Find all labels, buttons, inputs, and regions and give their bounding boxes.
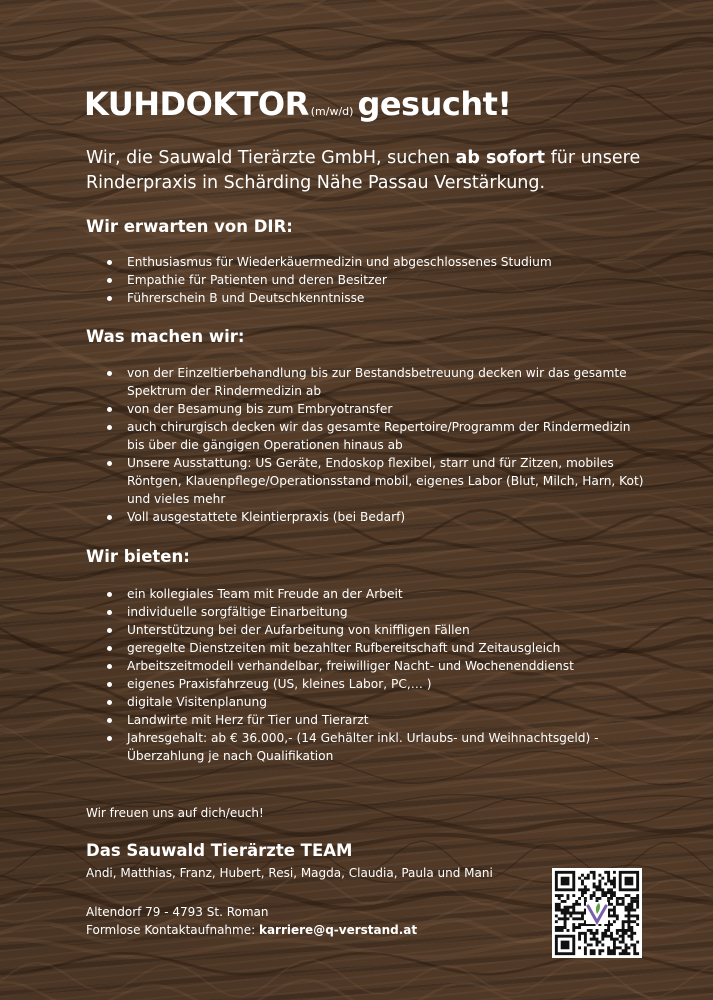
intro-text	[86, 146, 646, 196]
team-names: Andi, Matthias, Franz, Hubert, Resi, Magda, Claudia, Paula und Mani	[86, 866, 493, 880]
address: Altendorf 79 - 4793 St. Roman	[86, 905, 269, 919]
list-item: Arbeitszeitmodell verhandelbar, freiwilliger Nacht- und Wochenenddienst	[105, 657, 645, 675]
closing-text: Wir freuen uns auf dich/euch!	[86, 806, 264, 820]
contact-line	[86, 921, 417, 939]
list-item: digitale Visitenplanung	[105, 693, 645, 711]
title-gender-note: (m/w/d)	[310, 105, 354, 118]
list-item: Enthusiasmus für Wiederkäuermedizin und abgeschlossenes Studium	[105, 253, 645, 271]
offer-list	[105, 585, 645, 765]
section-heading-expect: Wir erwarten von DIR:	[86, 217, 293, 236]
qr-code-graphic	[552, 868, 642, 958]
contact-email[interactable]: karriere@q-verstand.at	[258, 923, 418, 937]
contact-label: Formlose Kontaktaufnahme:	[86, 923, 259, 937]
intro-pre: Wir, die Sauwald Tierärzte GmbH, suchen	[86, 148, 456, 168]
title-main: KUHDOKTOR	[84, 85, 309, 123]
list-item: Unterstützung bei der Aufarbeitung von kniffligen Fällen	[105, 621, 645, 639]
list-item: ein kollegiales Team mit Freude an der Arbeit	[105, 585, 645, 603]
list-item: geregelte Dienstzeiten mit bezahlter Rufbereitschaft und Zeitausgleich	[105, 639, 645, 657]
list-item: eigenes Praxisfahrzeug (US, kleines Labor, PC,… )	[105, 675, 645, 693]
qr-code-icon[interactable]	[552, 868, 642, 958]
list-item: Führerschein B und Deutschkenntnisse	[105, 289, 645, 307]
list-item: auch chirurgisch decken wir das gesamte Repertoire/Programm der Rindermedizin bis über die gängigen Operationen hinaus ab	[105, 418, 645, 454]
list-item: von der Einzeltierbehandlung bis zur Bestandsbetreuung decken wir das gesamte Spektrum der Rindermedizin ab	[105, 364, 645, 400]
do-list	[105, 364, 645, 526]
list-item: Voll ausgestattete Kleintierpraxis (bei Bedarf)	[105, 508, 645, 526]
intro-post: für unsere Rinderpraxis in Schärding Nähe Passau Verstärkung.	[86, 148, 641, 193]
section-heading-offer: Wir bieten:	[86, 547, 190, 566]
title-end: gesucht!	[357, 85, 512, 123]
list-item: individuelle sorgfältige Einarbeitung	[105, 603, 645, 621]
list-item: Unsere Ausstattung: US Geräte, Endoskop flexibel, starr und für Zitzen, mobiles Röntgen, Klauenpflege/Operationsstand mobil, eigenes Labor (Blut, Milch, Harn, Kot) und vieles mehr	[105, 454, 645, 508]
expect-list	[105, 253, 645, 307]
v-leaf-logo-icon	[586, 902, 608, 924]
list-item: Landwirte mit Herz für Tier und Tierarzt	[105, 711, 645, 729]
intro-highlight: ab sofort	[455, 148, 546, 168]
page-title	[84, 82, 512, 134]
list-item: Empathie für Patienten und deren Besitzer	[105, 271, 645, 289]
team-title: Das Sauwald Tierärzte TEAM	[86, 841, 353, 860]
section-heading-do: Was machen wir:	[86, 327, 245, 346]
list-item: von der Besamung bis zum Embryotransfer	[105, 400, 645, 418]
list-item: Jahresgehalt: ab € 36.000,- (14 Gehälter inkl. Urlaubs- und Weihnachtsgeld) - Überzahlung je nach Qualifikation	[105, 729, 645, 765]
